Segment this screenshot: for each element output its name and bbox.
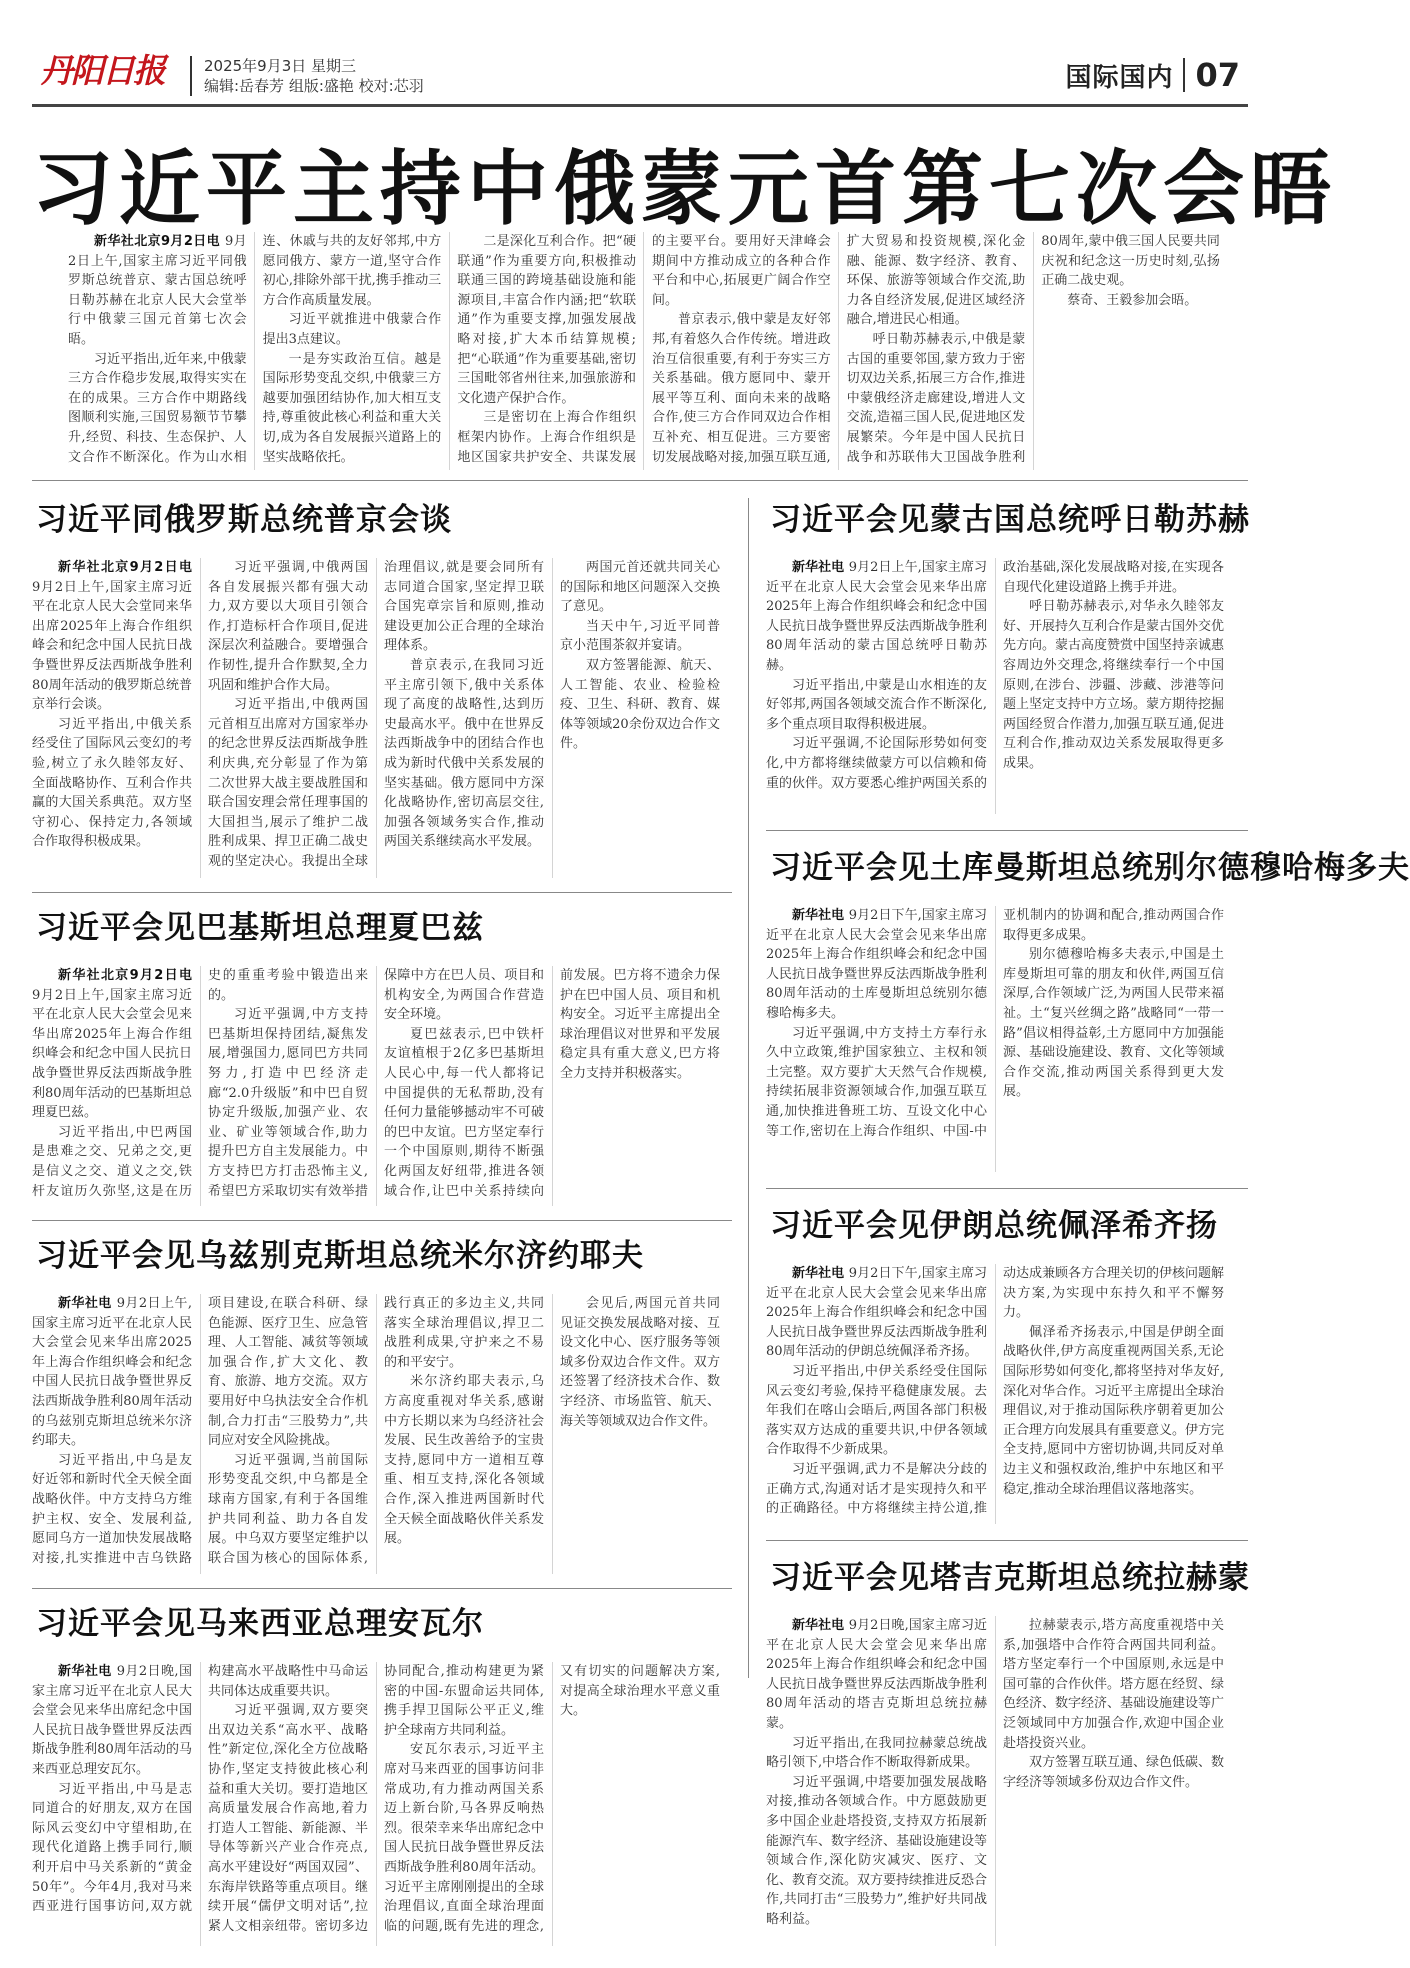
article-malaysia (32, 1602, 720, 1946)
paragraph (32, 1662, 192, 1780)
paragraph (766, 906, 987, 1024)
paragraph-text: 习近平指出,中马是志同道合的好朋友,双方在国际风云变幻中守望相助,在现代化道路上携手同行,顺利开启中马关系新的“黄金50年”。今年4月,我对马来西亚进行国事访问,双方就构建高水平战略性中马命运共同体达成重要共识。 (32, 1664, 368, 1915)
paragraph-text: 会见后,两国元首共同见证交换发展战略对接、互设文化中心、医疗服务等领域多份双边合作文件。双方还签署了经济技术合作、数字经济、市场监管、航天、海关等领域双边合作文件。 (560, 1296, 720, 1429)
dateline: 新华社电 (792, 560, 849, 575)
paragraph (560, 617, 720, 656)
article-title: 习近平会见乌兹别克斯坦总统米尔济约耶夫 (36, 1238, 644, 1274)
paragraph (560, 1294, 720, 1431)
paragraph-text: 9月2日上午,国家主席习近平在北京人民大会堂会见来华出席2025年上海合作组织峰会和纪念中国人民抗日战争暨世界反法西斯战争胜利80周年活动的乌兹别克斯坦总统米尔济约耶夫。 (32, 1296, 192, 1449)
paragraph-text: 习近平指出,中伊关系经受住国际风云变幻考验,保持平稳健康发展。去年我们在喀山会晤后,两国各部门积极落实双方达成的重要共识,中伊各领域合作取得不少新成果。 (766, 1363, 987, 1458)
article-iran (766, 1204, 1224, 1524)
paragraph (1003, 1753, 1224, 1792)
section-separator (1183, 58, 1185, 92)
paragraph-text: 9月2日下午,国家主席习近平在北京人民大会堂会见来华出席2025年上海合作组织峰会和纪念中国人民抗日战争暨世界反法西斯战争胜利80周年活动的伊朗总统佩泽希齐扬。 (766, 1266, 988, 1360)
dateline: 新华社北京9月2日电 (58, 968, 192, 983)
paragraph-text: 安瓦尔表示,习近平主席对马来西亚的国事访问非常成功,有力推动两国关系迈上新台阶,马各界反响热烈。很荣幸来华出席纪念中国人民抗日战争暨世界反法西斯战争胜利80周年活动。习近平主席刚刚提出的全球治理倡议,直面全球治理面临的问题,既有先进的理念,又有切实的问题解决方案,对提高全球治理水平意义重大。 (384, 1664, 720, 1934)
article-title: 习近平会见巴基斯坦总理夏巴兹 (36, 910, 484, 946)
paragraph-text: 习近平强调,中方支持土方奉行永久中立政策,维护国家独立、主权和领土完整。双方要扩大天然气合作规模,持续拓展非资源领域合作,加强互联互通,加快推进鲁班工坊、互设文化中心等工作,密切在上海合作组织、中国-中亚机制内的协调和配合,推动两国合作取得更多成果。 (766, 908, 1224, 1139)
paragraph (766, 1616, 987, 1734)
paragraph-text: 佩泽希齐扬表示,中国是伊朗全面战略伙伴,伊方高度重视两国关系,无论国际形势如何变化,都将坚持对华友好,深化对华合作。习近平主席提出全球治理倡议,对于推动国际秩序朝着更加公正合理方向发展具有重要意义。伊方完全支持,愿同中方密切协调,共同反对单边主义和强权政治,维护中东地区和平稳定,推动全球治理倡议落地落实。 (1003, 1324, 1225, 1497)
article-title: 习近平会见塔吉克斯坦总统拉赫蒙 (770, 1560, 1250, 1596)
paragraph-text: 别尔德穆哈梅多夫表示,中国是土库曼斯坦可靠的朋友和伙伴,两国互信深厚,合作领域广泛,为两国人民带来福祉。土“复兴丝绸之路”战略同“一带一路”倡议相得益彰,土方愿同中方加强能源、基础设施建设、教育、文化等领域合作交流,推动两国关系得到更大发展。 (1003, 947, 1225, 1100)
newspaper-logo: 丹阳日报 (40, 51, 164, 90)
paragraph (32, 1294, 192, 1451)
article-title: 习近平会见土库曼斯坦总统别尔德穆哈梅多夫 (770, 850, 1410, 886)
article-body (766, 1616, 1224, 1946)
dateline: 新华社电 (792, 1266, 849, 1281)
article-body (32, 558, 720, 878)
section-divider (32, 480, 1248, 481)
dateline: 新华社北京9月2日电 (58, 560, 192, 575)
paragraph-text: 习近平指出,中俄两国元首相互出席对方国家举办的纪念世界反法西斯战争胜利庆典,充分彰显了作为第二次世界大战主要战胜国和联合国安理会常任理事国的大国担当,展示了维护二战胜利成果、捍卫正确二战史观的坚定决心。我提出全球治理倡议,就是要会同所有志同道合国家,坚定捍卫联合国宪章宗旨和原则,推动建设更加公正合理的全球治理体系。 (208, 560, 544, 869)
section-divider (766, 1188, 1248, 1189)
paragraph-text: 拉赫蒙表示,塔方高度重视塔中关系,加强塔中合作符合两国共同利益。塔方坚定奉行一个中国原则,永远是中国可靠的合作伙伴。塔方愿在经贸、绿色经济、数字经济、基础设施建设等广泛领域同中方加强合作,欢迎中国企业赴塔投资兴业。 (1003, 1618, 1225, 1751)
section-divider (32, 1588, 732, 1589)
section-divider (766, 1540, 1248, 1541)
paragraph-text: 9月2日晚,国家主席习近平在北京人民大会堂会见来华出席纪念中国人民抗日战争暨世界反法西斯战争胜利80周年活动的马来西亚总理安瓦尔。 (32, 1664, 192, 1777)
paragraph (1003, 945, 1224, 1102)
issue-meta (190, 56, 424, 96)
paragraph (384, 656, 544, 852)
dateline: 新华社北京9月2日电 (94, 234, 225, 249)
paragraph-text: 三是密切在上海合作组织框架内协作。上海合作组织是地区国家共护安全、共谋发展的主要平台。要用好天津峰会期间中方推动成立的各种合作平台和中心,拓展更广阔合作空间。 (457, 234, 831, 465)
paragraph-text: 双方签署互联互通、绿色低碳、数字经济等领域多份双边合作文件。 (1003, 1755, 1225, 1790)
paragraph-text: 普京表示,在我同习近平主席引领下,俄中关系体现了高度的战略性,达到历史最高水平。俄中在世界反法西斯战争中的团结合作也成为新时代俄中关系发展的坚实基础。俄方愿同中方深化战略协作,密切高层交往,加强各领域务实合作,推动两国关系继续高水平发展。 (384, 657, 544, 850)
article-body (32, 1662, 720, 1946)
section-header (1065, 56, 1240, 94)
dateline: 新华社电 (58, 1664, 117, 1679)
article-title: 习近平会见马来西亚总理安瓦尔 (36, 1606, 484, 1642)
dateline: 新华社电 (58, 1296, 117, 1311)
paragraph-text: 习近平指出,中巴两国是患难之交、兄弟之交,更是信义之交、道义之交,铁杆友谊历久弥坚,这是在历史的重重考验中锻造出来的。 (32, 968, 368, 1199)
masthead-rule (32, 104, 1248, 107)
paragraph (560, 558, 720, 617)
paragraph-text: 9月2日上午,国家主席习近平在北京人民大会堂会见来华出席2025年上海合作组织峰会和纪念中国人民抗日战争暨世界反法西斯战争胜利80周年活动的巴基斯坦总理夏巴兹。 (32, 987, 192, 1121)
article-putin (32, 498, 720, 878)
paragraph-text: 双方签署能源、航天、人工智能、农业、检验检疫、卫生、科研、教育、媒体等领域20余份双边合作文件。 (560, 657, 720, 752)
paragraph-text: 习近平就推进中俄蒙合作提出3点建议。 (262, 312, 442, 347)
article-body (766, 1264, 1224, 1524)
paragraph (32, 715, 192, 852)
article-body (32, 966, 720, 1206)
article-tajikistan (766, 1556, 1250, 1946)
page-number: 07 (1195, 56, 1240, 94)
section-divider (766, 830, 1248, 831)
article-title: 习近平会见蒙古国总统呼日勒苏赫 (770, 502, 1250, 538)
article-title: 习近平同俄罗斯总统普京会谈 (36, 502, 452, 538)
paragraph-text: 习近平强调,中塔要加强发展战略对接,推动各领域合作。中方愿鼓励更多中国企业赴塔投资,支持双方拓展新能源汽车、数字经济、基础设施建设等领域合作,深化防灾减灾、医疗、文化、教育交流。双方要持续推进反恐合作,共同打击“三股势力”,维护好共同战略利益。 (766, 1774, 988, 1927)
article-turkmenistan (766, 846, 1410, 1172)
paragraph-text: 两国元首还就共同关心的国际和地区问题深入交换了意见。 (560, 560, 720, 615)
dateline: 新华社电 (792, 1618, 849, 1633)
article-title: 习近平会见伊朗总统佩泽希齐扬 (770, 1208, 1218, 1244)
paragraph (68, 232, 247, 350)
paragraph (208, 558, 368, 695)
paragraph (766, 1773, 987, 1930)
main-headline: 习近平主持中俄蒙元首第七次会晤 (32, 143, 1338, 237)
article-body (766, 558, 1224, 814)
article-body (766, 906, 1224, 1172)
paragraph-text: 习近平指出,近年来,中俄蒙三方合作稳步发展,取得实实在在的成果。三方合作中期路线图顺利实施,三国贸易额节节攀升,经贸、科技、生态保护、人文合作不断深化。作为山水相连、休戚与共的友好邻邦,中方愿同俄方、蒙方一道,坚守合作初心,排除外部干扰,携手推动三方合作高质量发展。 (68, 234, 442, 465)
paragraph-text: 习近平强调,不论国际形势如何变化,中方都将继续做蒙方可以信赖和倚重的伙伴。双方要悉心维护两国关系的政治基础,深化发展战略对接,在实现各自现代化建设道路上携手并进。 (766, 560, 1224, 791)
paragraph-text: 习近平强调,双方要突出双边关系“高水平、战略性”新定位,深化全方位战略协作,坚定支持彼此核心利益和重大关切。要打造地区高质量发展合作高地,着力打造人工智能、新能源、半导体等新兴产业合作亮点,高水平建设好“两国双园”、东海岸铁路等重点项目。继续开展“儒伊文明对话”,拉紧人文相亲纽带。密切多边协同配合,推动构建更为紧密的中国-东盟命运共同体,携手捍卫国际公平正义,维护全球南方共同利益。 (208, 1664, 544, 1934)
paragraph (32, 966, 192, 1123)
paragraph (766, 676, 987, 735)
editor-credits: 编辑:岳春芳 组版:盛艳 校对:芯羽 (204, 77, 424, 95)
article-body (68, 232, 1220, 470)
paragraph (1003, 1616, 1224, 1753)
paragraph-text: 习近平指出,中蒙是山水相连的友好邻邦,两国各领域交流合作不断深化,多个重点项目取得积极进展。 (766, 677, 987, 732)
masthead (32, 44, 1248, 102)
paragraph-text: 蔡奇、王毅参加会晤。 (1067, 292, 1198, 308)
section-divider (32, 1220, 732, 1221)
paragraph-text: 习近平强调,当前国际形势变乱交织,中乌都是全球南方国家,有利于各国维护共同利益、助力各自发展。中乌双方要坚定维护以联合国为核心的国际体系,践行真正的多边主义,共同落实全球治理倡议,捍卫二战胜利成果,守护来之不易的和平安宁。 (208, 1296, 544, 1566)
paragraph-text: 夏巴兹表示,巴中铁杆友谊植根于2亿多巴基斯坦人民心中,每一代人都将记中国提供的无私帮助,没有任何力量能够撼动牢不可破的巴中友谊。巴方坚定奉行一个中国原则,期待不断强化两国友好纽带,推进各领域合作,让巴中关系持续向前发展。巴方将不遗余力保护在巴中国人员、项目和机构安全。习近平主席提出全球治理倡议对世界和平发展稳定具有重大意义,巴方将全力支持并积极落实。 (384, 968, 720, 1199)
article-mongolia (766, 498, 1250, 814)
paragraph-text: 习近平指出,中乌是友好近邻和新时代全天候全面战略伙伴。中方支持乌方维护主权、安全、发展利益,愿同乌方一道加快发展战略对接,扎实推进中吉乌铁路项目建设,在联合科研、绿色能源、医疗卫生、应急管理、人工智能、减贫等领域加强合作,扩大文化、教育、旅游、地方交流。双方要用好中乌执法安全合作机制,合力打击“三股势力”,共同应对安全风险挑战。 (32, 1296, 368, 1566)
paragraph-text: 呼日勒苏赫表示,对华永久睦邻友好、开展持久互利合作是蒙古国外交优先方向。蒙古高度赞赏中国坚持亲诚惠容周边外交理念,将继续奉行一个中国原则,在涉台、涉疆、涉藏、涉港等问题上坚定支持中方立场。蒙方期待挖掘两国经贸合作潜力,加强互联互通,促进互利合作,推动双边关系发展取得更多成果。 (1003, 599, 1225, 771)
paragraph (766, 1362, 987, 1460)
paragraph-text: 9月2日下午,国家主席习近平在北京人民大会堂会见来华出席2025年上海合作组织峰会和纪念中国人民抗日战争暨世界反法西斯战争胜利80周年活动的土库曼斯坦总统别尔德穆哈梅多夫。 (766, 908, 988, 1021)
paragraph (1041, 291, 1220, 311)
paragraph-text: 9月2日上午,国家主席习近平在北京人民大会堂同来华出席2025年上海合作组织峰会和纪念中国人民抗日战争暨世界反法西斯战争胜利80周年活动的俄罗斯总统普京举行会谈。 (32, 579, 192, 713)
paragraph-text: 9月2日上午,国家主席习近平在北京人民大会堂会见来华出席2025年上海合作组织峰会和纪念中国人民抗日战争暨世界反法西斯战争胜利80周年活动的蒙古国总统呼日勒苏赫。 (766, 560, 988, 673)
article-lead (68, 232, 1220, 470)
paragraph (263, 310, 442, 349)
article-uzbekistan (32, 1234, 720, 1574)
paragraph-text: 习近平指出,中俄关系经受住了国际风云变幻的考验,树立了永久睦邻友好、全面战略协作、互利合作共赢的大国关系典范。双方坚守初心、保持定力,各领域合作取得积极成果。 (32, 716, 192, 850)
paragraph-text: 9月2日晚,国家主席习近平在北京人民大会堂会见来华出席2025年上海合作组织峰会和纪念中国人民抗日战争暨世界反法西斯战争胜利80周年活动的塔吉克斯坦总统拉赫蒙。 (766, 1618, 988, 1731)
paragraph-text: 习近平强调,中俄两国各自发展振兴都有强大动力,双方要以大项目引领合作,打造标杆合作项目,促进深层次利益融合。要增强合作韧性,提升合作默契,全力巩固和维护合作大局。 (208, 560, 368, 693)
paragraph-text: 普京表示,俄中蒙是友好邻邦,有着悠久合作传统。增进政治互信很重要,有利于夯实三方关系基础。俄方愿同中、蒙开展平等互利、面向未来的战略合作,使三方合作同双边合作相互补充、相互促进。三方要密切发展战略对接,加强互联互通,扩大贸易和投资规模,深化金融、能源、数字经济、教育、环保、旅游等领域合作交流,助力各自经济发展,促进区域经济融合,增进民心相通。 (651, 234, 1026, 465)
paragraph (263, 350, 442, 468)
paragraph-text: 习近平指出,在我同拉赫蒙总统战略引领下,中塔合作不断取得新成果。 (766, 1735, 987, 1771)
paragraph (32, 558, 192, 715)
article-pakistan (32, 906, 720, 1206)
paragraph-text: 一是夯实政治互信。越是国际形势变乱交织,中俄蒙三方越要加强团结协作,加大相互支持,尊重彼此核心利益和重大关切,成为各自发展振兴道路上的坚实战略依托。 (262, 351, 442, 465)
paragraph (457, 232, 636, 408)
paragraph (560, 656, 720, 754)
section-name: 国际国内 (1065, 62, 1174, 93)
paragraph-text: 习近平强调,中方支持巴基斯坦保持团结,凝焦发展,增强国力,愿同巴方共同努力,打造中巴经济走廊“2.0升级版”和中巴自贸协定升级版,加强产业、农业、矿业等领域合作,助力提升巴方自主发展能力。中方支持巴方打击恐怖主义,希望巴方采取切实有效举措保障中方在巴人员、项目和机构安全,为两国合作营造安全环境。 (208, 968, 544, 1199)
paragraph (384, 1372, 544, 1548)
paragraph-text: 习近平强调,武力不是解决分歧的正确方式,沟通对话才是实现持久和平的正确路径。中方将继续主持公道,推动达成兼顾各方合理关切的伊核问题解决方案,为实现中东持久和平不懈努力。 (766, 1266, 1225, 1517)
issue-date: 2025年9月3日 星期三 (204, 57, 357, 75)
section-divider (32, 892, 732, 893)
paragraph (1003, 597, 1224, 773)
paragraph-text: 呼日勒苏赫表示,中俄是蒙古国的重要邻国,蒙方致力于密切双边关系,拓展三方合作,推进中蒙俄经济走廊建设,增进人文交流,造福三国人民,促进地区发展繁荣。今年是中国人民抗日战争和苏联伟大卫国战争胜利80周年,蒙中俄三国人民要共同庆祝和纪念这一历史时刻,弘扬正确二战史观。 (846, 234, 1220, 465)
paragraph-text: 二是深化互利合作。把“硬联通”作为重要方向,积极推动联通三国的跨境基础设施和能源项目,丰富合作内涵;把“软联通”作为重要支撑,加强发展战略对接,扩大本币结算规模;把“心联通”作为重要基础,密切三国毗邻省州往来,加强旅游和文化遗产保护合作。 (457, 234, 636, 406)
paragraph-text: 9月2日上午,国家主席习近平同俄罗斯总统普京、蒙古国总统呼日勒苏赫在北京人民大会堂举行中俄蒙三国元首第七次会晤。 (68, 234, 247, 347)
paragraph (766, 1734, 987, 1773)
paragraph (766, 558, 987, 676)
column-divider (748, 498, 749, 1678)
paragraph-text: 当天中午,习近平同普京小范围茶叙并宴请。 (560, 618, 720, 654)
article-body (32, 1294, 720, 1574)
paragraph-text: 米尔济约耶夫表示,乌方高度重视对华关系,感谢中方长期以来为乌经济社会发展、民生改善给予的宝贵支持,愿同中方一道相互尊重、相互支持,深化各领域合作,深入推进两国新时代全天候全面战略伙伴关系发展。 (384, 1374, 544, 1547)
paragraph (1003, 1323, 1224, 1499)
dateline: 新华社电 (792, 908, 849, 923)
paragraph (766, 1264, 987, 1362)
